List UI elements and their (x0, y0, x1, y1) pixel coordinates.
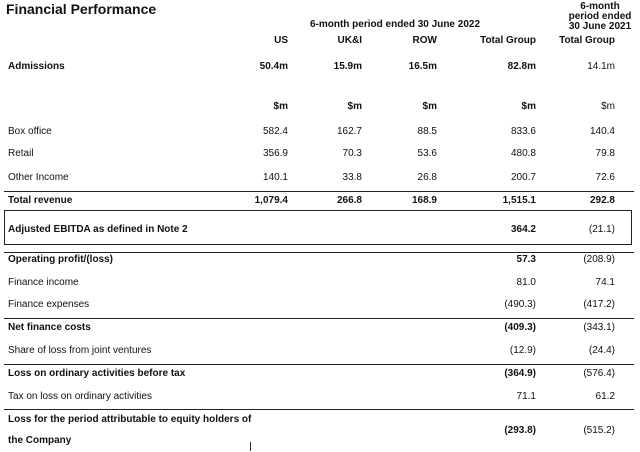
cell-tg: 71.1 (516, 391, 536, 402)
row-label: Total revenue (8, 195, 73, 206)
cell-uk: $m (347, 101, 362, 112)
period-prior-header (560, 2, 640, 32)
row-label: Tax on loss on ordinary activities (8, 391, 152, 402)
row-label: Finance income (8, 277, 79, 288)
cell-tg21: $m (601, 101, 615, 112)
cell-tg21: (21.1) (588, 224, 615, 235)
cell-tg: 480.8 (510, 148, 536, 159)
cell-tg: 81.0 (516, 277, 536, 288)
cell-uk: 266.8 (336, 195, 362, 206)
cell-uk: 162.7 (336, 126, 362, 137)
row-label: Share of loss from joint ventures (8, 345, 152, 356)
cell-us: 1,079.4 (254, 195, 288, 206)
row-label: Box office (8, 126, 52, 137)
cell-tg: 1,515.1 (502, 195, 536, 206)
cell-tg: (490.3) (504, 299, 536, 310)
cell-tg21: 61.2 (595, 391, 615, 402)
cell-uk: 70.3 (342, 148, 362, 159)
divider (4, 364, 634, 365)
divider (4, 318, 634, 319)
cell-tg: 200.7 (510, 172, 536, 183)
ebitda-highlight-box (4, 210, 632, 245)
column-header-us: US (274, 35, 288, 46)
column-header-row: ROW (412, 35, 437, 46)
final-row-label-line1: Loss for the period attributable to equity holders of (8, 414, 252, 425)
cell-tg21: (576.4) (583, 368, 615, 379)
row-label: Operating profit/(loss) (8, 254, 113, 265)
cell-row: 26.8 (417, 172, 437, 183)
row-label: Adjusted EBITDA as defined in Note 2 (8, 224, 188, 235)
cell-row: 53.6 (417, 148, 437, 159)
cell-tg21: (24.4) (588, 345, 615, 356)
cell-uk: 15.9m (333, 61, 362, 72)
cell-us: 582.4 (262, 126, 288, 137)
cell-us: 356.9 (262, 148, 288, 159)
column-header-total-group: Total Group (480, 35, 536, 46)
cell-tg: (364.9) (504, 368, 536, 379)
final-row-total-group: (293.8) (504, 425, 536, 436)
period-prior-line: 6-month (580, 1, 620, 12)
cell-tg21: (208.9) (583, 254, 615, 265)
cell-tg21: 140.4 (589, 126, 615, 137)
cell-tg21: 14.1m (587, 61, 615, 72)
cell-tg: 57.3 (516, 254, 536, 265)
divider (4, 191, 634, 192)
cell-tg21: 72.6 (595, 172, 615, 183)
cell-tg: (12.9) (509, 345, 536, 356)
divider (4, 252, 634, 253)
cell-tg: 833.6 (510, 126, 536, 137)
cell-tg21: 79.8 (595, 148, 615, 159)
column-header-ukandi: UK&I (337, 35, 362, 46)
cell-us: $m (273, 101, 288, 112)
final-row-total-group-prior: (515.2) (583, 425, 615, 436)
cell-tg: 82.8m (507, 61, 536, 72)
cell-tg21: (343.1) (583, 322, 615, 333)
cell-tg21: 74.1 (595, 277, 615, 288)
divider (4, 409, 634, 410)
final-row-label-line2: the Company (8, 435, 72, 446)
cell-us: 50.4m (259, 61, 288, 72)
cell-row: $m (422, 101, 437, 112)
row-label: Other Income (8, 172, 69, 183)
cell-tg: 364.2 (510, 224, 536, 235)
cell-tg21: (417.2) (583, 299, 615, 310)
period-prior-line: period ended (568, 11, 632, 22)
cell-tg: (409.3) (504, 322, 536, 333)
period-current-header: 6-month period ended 30 June 2022 (309, 19, 481, 30)
row-label: Finance expenses (8, 299, 90, 310)
period-prior-line: 30 June 2021 (568, 21, 632, 32)
cell-row: 16.5m (408, 61, 437, 72)
cell-uk: 33.8 (342, 172, 362, 183)
cell-row: 88.5 (417, 126, 437, 137)
row-label: Loss on ordinary activities before tax (8, 368, 186, 379)
row-label: Net finance costs (8, 322, 91, 333)
text-cursor (250, 442, 251, 451)
cell-row: 168.9 (411, 195, 437, 206)
cell-us: 140.1 (262, 172, 288, 183)
row-label: Retail (8, 148, 34, 159)
row-label: Admissions (8, 61, 65, 72)
column-header-total-group-prior: Total Group (559, 35, 615, 46)
page-title: Financial Performance (6, 1, 157, 17)
cell-tg: $m (521, 101, 536, 112)
cell-tg21: 292.8 (589, 195, 615, 206)
